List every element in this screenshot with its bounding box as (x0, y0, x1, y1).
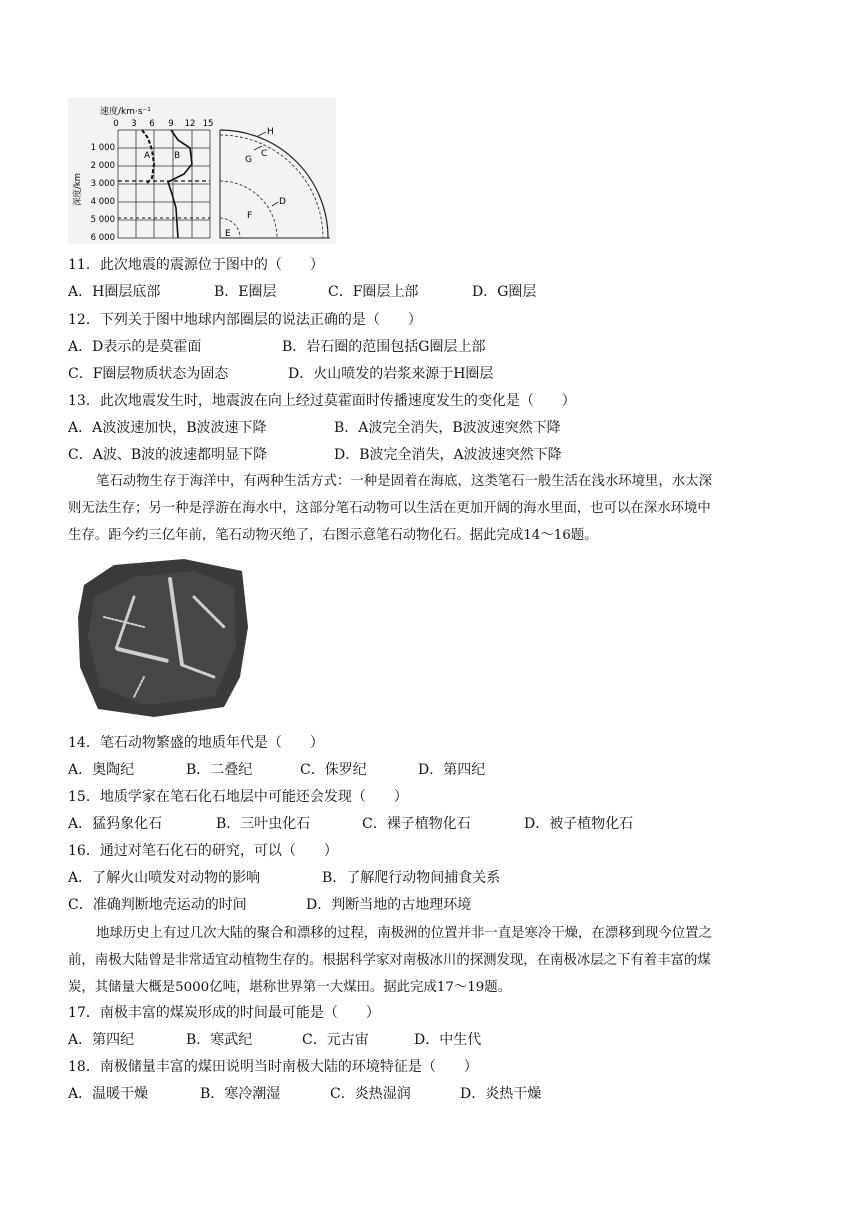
question-16-options-row1 (68, 868, 500, 888)
question-16-options-row2 (68, 895, 471, 915)
option-a[interactable]: A．A波波速加快，B波波速下降 (68, 420, 267, 436)
question-14-stem: 14．笔石动物繁盛的地质年代是（ ） (68, 735, 324, 751)
question-12-options-row1 (68, 337, 485, 357)
passage-graptolite (68, 468, 794, 549)
option-c[interactable]: C．准确判断地壳运动的时间 (68, 897, 247, 913)
x-tick: 6 (149, 119, 155, 129)
question-14-options (68, 760, 485, 780)
option-c[interactable]: C．裸子植物化石 (362, 816, 471, 832)
wave-label-b: B (174, 151, 181, 161)
seismic-wave-svg (68, 98, 336, 244)
question-16-stem: 16．通过对笔石化石的研究，可以（ ） (68, 843, 338, 859)
option-b[interactable]: B．E圈层 (214, 284, 277, 300)
wave-label-a: A (144, 151, 151, 161)
option-d[interactable]: D．中生代 (414, 1032, 482, 1048)
passage-antarctic-coal (68, 920, 794, 1001)
option-a[interactable]: A．温暖干燥 (68, 1086, 149, 1102)
question-15-options (68, 814, 633, 834)
y-tick: 1 000 (90, 143, 115, 153)
option-b[interactable]: B．寒冷潮湿 (200, 1086, 281, 1102)
question-12-options-row2 (68, 364, 493, 384)
option-b[interactable]: B．了解爬行动物间捕食关系 (322, 870, 501, 886)
option-b[interactable]: B．二叠纪 (186, 762, 253, 778)
passage-line: 则无法生存；另一种是浮游在海水中，这部分笔石动物可以生活在更加开阔的海水里面，也可以在深水环境中 (68, 501, 711, 516)
y-tick: 6 000 (90, 233, 115, 243)
option-c[interactable]: C．侏罗纪 (300, 762, 367, 778)
question-17-options (68, 1030, 481, 1050)
layer-label-f: F (247, 211, 253, 221)
x-tick: 0 (113, 119, 119, 129)
option-c[interactable]: C．元古宙 (302, 1032, 369, 1048)
option-d[interactable]: D．第四纪 (418, 762, 486, 778)
option-d[interactable]: D．判断当地的古地理环境 (306, 897, 472, 913)
passage-line: 生存。距今约三亿年前，笔石动物灭绝了，右图示意笔石动物化石。据此完成14～16题。 (68, 528, 598, 543)
graptolite-fossil-image (74, 557, 250, 720)
x-tick: 15 (202, 119, 214, 129)
question-13-options-row2 (68, 445, 562, 465)
question-11-stem: 11．此次地震的震源位于图中的（ ） (68, 257, 324, 273)
x-tick: 9 (168, 119, 174, 129)
passage-line: 笔石动物生存于海洋中，有两种生活方式：一种是固着在海底，这类笔石一般生活在浅水环境里，水太深 (96, 474, 712, 489)
layer-label-c: C (261, 149, 268, 159)
option-c[interactable]: C．F圈层上部 (328, 284, 419, 300)
y-tick: 4 000 (90, 197, 115, 207)
option-b[interactable]: B．寒武纪 (186, 1032, 253, 1048)
layer-label-d: D (279, 197, 286, 207)
passage-line: 地球历史上有过几次大陆的聚合和漂移的过程，南极洲的位置并非一直是寒冷干燥，在漂移到现今位置之 (96, 926, 712, 941)
x-tick: 12 (184, 119, 196, 129)
option-d[interactable]: D．被子植物化石 (524, 816, 634, 832)
question-12-stem: 12．下列关于图中地球内部圈层的说法正确的是（ ） (68, 312, 422, 328)
question-13-options-row1 (68, 418, 561, 438)
option-c[interactable]: C．A波、B波的波速都明显下降 (68, 447, 268, 463)
y-tick: 5 000 (90, 215, 115, 225)
y-axis-title: 深度/km (73, 172, 83, 206)
x-tick: 3 (131, 119, 137, 129)
question-18-options (68, 1084, 541, 1104)
option-b[interactable]: B．三叶虫化石 (216, 816, 311, 832)
passage-line: 炭，其储量大概是5000亿吨，堪称世界第一大煤田。据此完成17～19题。 (68, 980, 512, 995)
x-axis-title: 速度/km·s⁻¹ (100, 107, 151, 117)
option-c[interactable]: C．炎热湿润 (330, 1086, 411, 1102)
layer-label-g: G (245, 155, 252, 165)
option-d[interactable]: D．火山喷发的岩浆来源于H圈层 (288, 366, 494, 382)
question-13-stem: 13．此次地震发生时，地震波在向上经过莫霍面时传播速度发生的变化是（ ） (68, 393, 576, 409)
y-tick: 3 000 (90, 179, 115, 189)
question-18-stem: 18．南极储量丰富的煤田说明当时南极大陆的环境特征是（ ） (68, 1059, 478, 1075)
y-tick: 2 000 (90, 161, 115, 171)
question-11-options (68, 282, 536, 302)
option-a[interactable]: A．第四纪 (68, 1032, 135, 1048)
layer-label-e: E (225, 229, 231, 239)
option-b[interactable]: B．A波完全消失，B波波速突然下降 (334, 420, 561, 436)
option-a[interactable]: A．猛犸象化石 (68, 816, 163, 832)
option-c[interactable]: C．F圈层物质状态为固态 (68, 366, 229, 382)
option-a[interactable]: A．D表示的是莫霍面 (68, 339, 202, 355)
passage-line: 前，南极大陆曾是非常适宜动植物生存的。根据科学家对南极冰川的探测发现，在南极冰层之下有着丰富的煤 (68, 953, 711, 968)
option-a[interactable]: A．奥陶纪 (68, 762, 135, 778)
question-17-stem: 17．南极丰富的煤炭形成的时间最可能是（ ） (68, 1005, 380, 1021)
option-d[interactable]: D．B波完全消失，A波波速突然下降 (334, 447, 562, 463)
seismic-wave-figure (68, 98, 336, 244)
fossil-svg (74, 557, 250, 720)
option-d[interactable]: D．G圈层 (472, 284, 537, 300)
option-a[interactable]: A．H圈层底部 (68, 284, 161, 300)
option-d[interactable]: D．炎热干燥 (460, 1086, 542, 1102)
layer-label-h: H (267, 127, 274, 137)
option-b[interactable]: B．岩石圈的范围包括G圈层上部 (282, 339, 486, 355)
option-a[interactable]: A．了解火山喷发对动物的影响 (68, 870, 261, 886)
question-15-stem: 15．地质学家在笔石化石地层中可能还会发现（ ） (68, 789, 408, 805)
